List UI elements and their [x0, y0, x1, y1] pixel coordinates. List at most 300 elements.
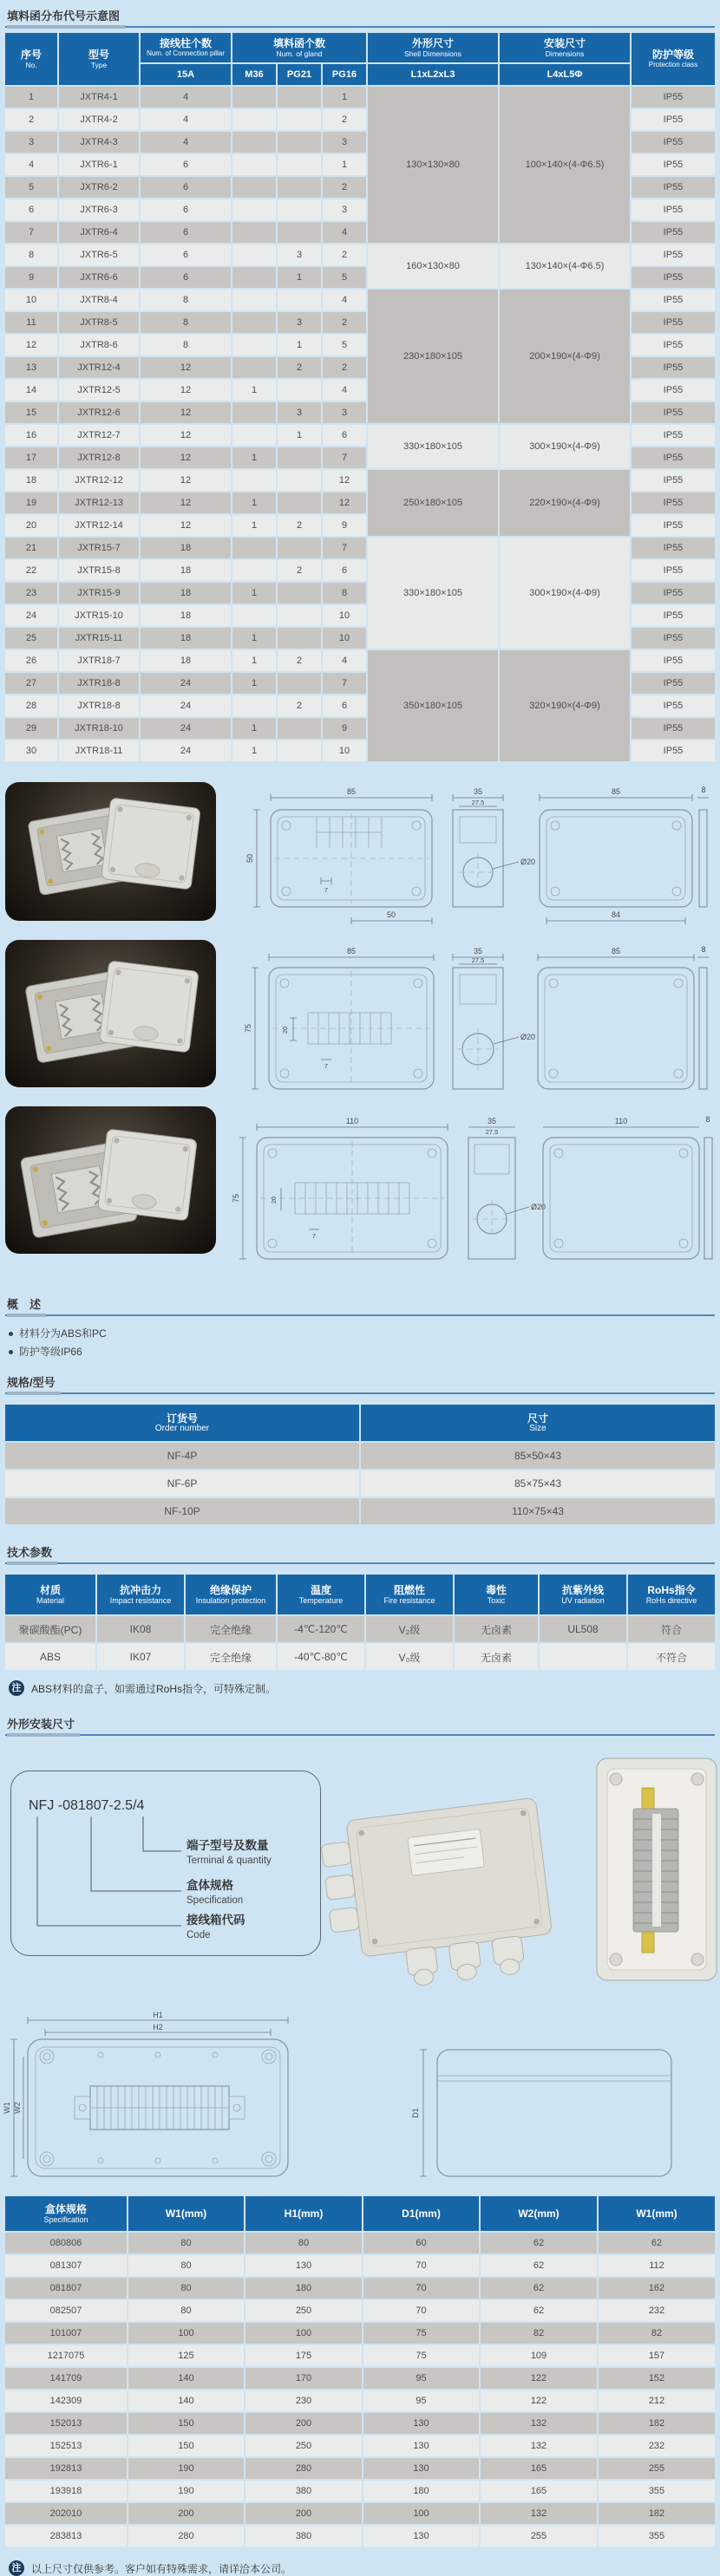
svg-text:35: 35 — [487, 1117, 497, 1125]
tech-note — [9, 1680, 713, 1696]
box-spec-table — [3, 2194, 717, 2548]
svg-text:D1: D1 — [411, 2108, 420, 2118]
svg-text:端子型号及数量: 端子型号及数量 — [187, 1839, 269, 1852]
m36-cell: 1 — [232, 380, 276, 401]
m36-cell — [232, 87, 276, 108]
protection-cell: IP55 — [632, 177, 715, 198]
tech-cell: V₂级 — [366, 1616, 453, 1642]
w1-cell: 80 — [128, 2300, 244, 2321]
pg21-cell — [278, 718, 321, 739]
shell-dimension-cell: 330×180×105 — [368, 538, 498, 649]
h1-cell: 230 — [245, 2390, 362, 2411]
m36-cell — [232, 695, 276, 716]
m36-cell — [232, 560, 276, 581]
order-section — [3, 1373, 717, 1526]
w1b-cell: 232 — [599, 2300, 715, 2321]
w1-cell: 280 — [128, 2526, 244, 2547]
d1-cell: 95 — [363, 2368, 479, 2389]
tech-cell: V₀级 — [366, 1644, 453, 1670]
tech-col-header: 绝缘保护 Insulation protection — [186, 1575, 276, 1614]
w1-cell: 80 — [128, 2278, 244, 2299]
pillar-cell: 18 — [141, 650, 231, 671]
install-drawing — [3, 2012, 717, 2189]
spec-code-cell: 080806 — [5, 2233, 127, 2253]
w1-cell: 200 — [128, 2503, 244, 2524]
no-cell: 24 — [5, 605, 57, 626]
spec-row — [5, 2413, 715, 2434]
type-cell: JXTR6-1 — [59, 154, 139, 175]
w2-cell: 165 — [481, 2481, 597, 2501]
type-cell: JXTR4-3 — [59, 132, 139, 153]
tech-cell: -4℃-120℃ — [278, 1616, 364, 1642]
dimension-drawing-svg-3 — [226, 1113, 717, 1283]
d1-cell: 100 — [363, 2503, 479, 2524]
tech-cell: 符合 — [628, 1616, 715, 1642]
type-cell: JXTR12-4 — [59, 357, 139, 378]
subcol-l4l5: L4xL5Φ — [500, 64, 630, 85]
subcol-15a: 15A — [141, 64, 231, 85]
pillar-cell: 18 — [141, 560, 231, 581]
overview-bullet-material: 材料分为ABS和PC — [7, 1325, 713, 1343]
order-number-cell: NF-4P — [5, 1443, 359, 1469]
section-title-install-dims — [5, 1715, 715, 1736]
svg-text:85: 85 — [346, 947, 357, 955]
svg-text:Terminal & quantity: Terminal & quantity — [187, 1855, 272, 1866]
protection-cell: IP55 — [632, 560, 715, 581]
spec-code-cell: 283813 — [5, 2526, 127, 2547]
pillar-cell: 12 — [141, 380, 231, 401]
protection-cell: IP55 — [632, 583, 715, 603]
col-header-w1b: W1(mm) — [599, 2196, 715, 2231]
w1-cell: 80 — [128, 2255, 244, 2276]
spec-code-cell: 101007 — [5, 2323, 127, 2344]
w1b-cell: 355 — [599, 2481, 715, 2501]
pg16-cell: 5 — [323, 267, 366, 288]
spec-row — [5, 2481, 715, 2501]
col-header-order-number: 订货号 Order number — [5, 1405, 359, 1441]
pg16-cell: 4 — [323, 650, 366, 671]
h1-cell: 170 — [245, 2368, 362, 2389]
col-header-type: 型号 Type — [59, 33, 139, 85]
pg16-cell: 7 — [323, 673, 366, 694]
svg-text:Code: Code — [187, 1930, 211, 1940]
table-row — [5, 245, 715, 265]
spec-code-cell: 081307 — [5, 2255, 127, 2276]
pg21-cell — [278, 154, 321, 175]
pg16-cell: 10 — [323, 628, 366, 649]
section-title-overview — [5, 1295, 715, 1316]
pg21-cell — [278, 222, 321, 243]
spec-row — [5, 2368, 715, 2389]
protection-cell: IP55 — [632, 515, 715, 536]
w1b-cell: 255 — [599, 2458, 715, 2479]
tech-cell: IK07 — [97, 1644, 184, 1670]
h1-cell: 280 — [245, 2458, 362, 2479]
section-title-tech-params — [5, 1543, 715, 1564]
pillar-cell: 18 — [141, 628, 231, 649]
m36-cell — [232, 425, 276, 446]
shell-dimension-cell: 350×180×105 — [368, 650, 498, 761]
col-header-w1: W1(mm) — [128, 2196, 244, 2231]
w1b-cell: 355 — [599, 2526, 715, 2547]
no-cell: 16 — [5, 425, 57, 446]
pillar-cell: 6 — [141, 199, 231, 220]
d1-cell: 75 — [363, 2345, 479, 2366]
type-cell: JXTR6-6 — [59, 267, 139, 288]
w2-cell: 62 — [481, 2278, 597, 2299]
svg-text:20: 20 — [270, 1196, 278, 1204]
type-cell: JXTR8-6 — [59, 335, 139, 355]
pg16-cell: 7 — [323, 538, 366, 558]
table-row — [5, 470, 715, 491]
spec-row — [5, 2526, 715, 2547]
spec-code-cell: 082507 — [5, 2300, 127, 2321]
w2-cell: 109 — [481, 2345, 597, 2366]
type-cell: JXTR12-5 — [59, 380, 139, 401]
model-code-diagram — [10, 1771, 321, 1956]
w1-cell: 125 — [128, 2345, 244, 2366]
pillar-cell: 6 — [141, 177, 231, 198]
m36-cell — [232, 538, 276, 558]
type-cell: JXTR8-5 — [59, 312, 139, 333]
pillar-cell: 8 — [141, 312, 231, 333]
m36-cell: 1 — [232, 718, 276, 739]
protection-cell: IP55 — [632, 718, 715, 739]
pg21-cell — [278, 199, 321, 220]
h1-cell: 175 — [245, 2345, 362, 2366]
spec-code-cell: 202010 — [5, 2503, 127, 2524]
section-title-gland-distribution — [5, 7, 715, 28]
no-cell: 9 — [5, 267, 57, 288]
spec-row — [5, 2345, 715, 2366]
svg-text:27.5: 27.5 — [485, 1128, 499, 1136]
tech-cell — [540, 1644, 626, 1670]
w2-cell: 132 — [481, 2413, 597, 2434]
svg-text:85: 85 — [611, 787, 621, 796]
protection-cell: IP55 — [632, 470, 715, 491]
h1-cell: 100 — [245, 2323, 362, 2344]
protection-cell: IP55 — [632, 109, 715, 130]
svg-text:85: 85 — [346, 787, 357, 796]
table-row — [5, 290, 715, 310]
svg-text:35: 35 — [473, 947, 483, 955]
overview-section — [3, 1295, 717, 1361]
m36-cell — [232, 357, 276, 378]
protection-cell: IP55 — [632, 199, 715, 220]
no-cell: 28 — [5, 695, 57, 716]
d1-cell: 70 — [363, 2300, 479, 2321]
m36-cell — [232, 132, 276, 153]
pg21-cell — [278, 380, 321, 401]
col-header-mount: 安装尺寸 Dimensions — [500, 33, 630, 62]
pg16-cell: 1 — [323, 87, 366, 108]
install-drawing-svg — [3, 2012, 717, 2185]
tech-section — [3, 1543, 717, 1696]
tech-cell: -40℃-80℃ — [278, 1644, 364, 1670]
protection-cell: IP55 — [632, 267, 715, 288]
m36-cell — [232, 312, 276, 333]
protection-cell: IP55 — [632, 740, 715, 761]
svg-text:110: 110 — [614, 1117, 628, 1125]
footer-note-text: 以上尺寸仅供参考。客户如有特殊需求，请详洽本公司。 — [31, 2562, 292, 2575]
protection-cell: IP55 — [632, 380, 715, 401]
w2-cell: 132 — [481, 2503, 597, 2524]
spec-row — [5, 2458, 715, 2479]
dimension-drawing-svg-1 — [226, 779, 711, 936]
spec-code-cell: 142309 — [5, 2390, 127, 2411]
spec-code-cell: 1217075 — [5, 2345, 127, 2366]
protection-cell: IP55 — [632, 222, 715, 243]
type-cell: JXTR12-13 — [59, 492, 139, 513]
w2-cell: 165 — [481, 2458, 597, 2479]
dimension-drawing-nf10p — [226, 1113, 717, 1283]
svg-text:50: 50 — [245, 853, 254, 864]
col-header-d1: D1(mm) — [363, 2196, 479, 2231]
pg16-cell: 1 — [323, 154, 366, 175]
svg-text:W2: W2 — [13, 2102, 22, 2114]
svg-text:35: 35 — [473, 787, 483, 796]
mount-dimension-cell: 320×190×(4-Φ9) — [500, 650, 630, 761]
w2-cell: 82 — [481, 2323, 597, 2344]
order-row — [5, 1443, 715, 1469]
pillar-cell: 24 — [141, 673, 231, 694]
type-cell: JXTR4-2 — [59, 109, 139, 130]
pg16-cell: 6 — [323, 695, 366, 716]
no-cell: 23 — [5, 583, 57, 603]
spec-code-cell: 152513 — [5, 2436, 127, 2456]
w1b-cell: 162 — [599, 2278, 715, 2299]
pg21-cell — [278, 538, 321, 558]
spec-row — [5, 2278, 715, 2299]
d1-cell: 60 — [363, 2233, 479, 2253]
pg16-cell: 12 — [323, 492, 366, 513]
order-number-cell: NF-6P — [5, 1471, 359, 1497]
type-cell: JXTR15-9 — [59, 583, 139, 603]
svg-text:27.5: 27.5 — [471, 956, 485, 964]
pg21-cell: 2 — [278, 560, 321, 581]
type-cell: JXTR15-10 — [59, 605, 139, 626]
tech-col-header: 抗紫外线 UV radiation — [540, 1575, 626, 1614]
protection-cell: IP55 — [632, 538, 715, 558]
w1b-cell: 212 — [599, 2390, 715, 2411]
protection-cell: IP55 — [632, 447, 715, 468]
w1-cell: 80 — [128, 2233, 244, 2253]
pg16-cell: 2 — [323, 357, 366, 378]
section-title-text: 外形安装尺寸 — [7, 1715, 80, 1737]
header-row-1 — [5, 33, 715, 62]
m36-cell — [232, 245, 276, 265]
pg21-cell — [278, 605, 321, 626]
col-header-h1: H1(mm) — [245, 2196, 362, 2231]
pg16-cell: 2 — [323, 177, 366, 198]
h1-cell: 250 — [245, 2436, 362, 2456]
shell-dimension-cell: 160×130×80 — [368, 245, 498, 288]
section-title-spec-model — [5, 1373, 715, 1394]
spec-row — [5, 2503, 715, 2524]
svg-text:75: 75 — [244, 1023, 252, 1034]
svg-text:接线箱代码: 接线箱代码 — [187, 1914, 245, 1927]
w2-cell: 62 — [481, 2255, 597, 2276]
no-cell: 22 — [5, 560, 57, 581]
mount-dimension-cell: 300×190×(4-Φ9) — [500, 538, 630, 649]
subcol-m36: M36 — [232, 64, 276, 85]
pg16-cell: 6 — [323, 425, 366, 446]
type-cell: JXTR12-14 — [59, 515, 139, 536]
w1-cell: 140 — [128, 2368, 244, 2389]
no-cell: 8 — [5, 245, 57, 265]
svg-text:8: 8 — [701, 945, 706, 954]
no-cell: 7 — [5, 222, 57, 243]
pillar-cell: 4 — [141, 87, 231, 108]
type-cell: JXTR15-11 — [59, 628, 139, 649]
pg16-cell: 3 — [323, 402, 366, 423]
install-section — [3, 1715, 717, 2008]
pg21-cell — [278, 583, 321, 603]
section-title-text: 规格/型号 — [7, 1373, 61, 1395]
spec-row — [5, 2233, 715, 2253]
h1-cell: 200 — [245, 2503, 362, 2524]
spec-header-row — [5, 2196, 715, 2231]
pg21-cell: 1 — [278, 267, 321, 288]
subcol-pg21: PG21 — [278, 64, 321, 85]
type-cell: JXTR6-5 — [59, 245, 139, 265]
m36-cell — [232, 402, 276, 423]
d1-cell: 130 — [363, 2436, 479, 2456]
svg-text:H2: H2 — [153, 2023, 163, 2031]
w1b-cell: 62 — [599, 2233, 715, 2253]
svg-text:110: 110 — [345, 1117, 359, 1125]
tech-col-header: 抗冲击力 Impact resistance — [97, 1575, 184, 1614]
pg21-cell — [278, 447, 321, 468]
no-cell: 26 — [5, 650, 57, 671]
pillar-cell: 12 — [141, 402, 231, 423]
w1-cell: 190 — [128, 2481, 244, 2501]
protection-cell: IP55 — [632, 695, 715, 716]
shell-dimension-cell: 230×180×105 — [368, 290, 498, 423]
m36-cell — [232, 470, 276, 491]
dimension-drawing-svg-2 — [226, 943, 711, 1113]
type-cell: JXTR18-8 — [59, 673, 139, 694]
pg21-cell — [278, 177, 321, 198]
tech-col-header: 毒性 Toxic — [455, 1575, 538, 1614]
pillar-cell: 4 — [141, 132, 231, 153]
pg21-cell — [278, 673, 321, 694]
protection-cell: IP55 — [632, 605, 715, 626]
m36-cell: 1 — [232, 515, 276, 536]
pg16-cell: 10 — [323, 740, 366, 761]
no-cell: 6 — [5, 199, 57, 220]
tech-cell: ABS — [5, 1644, 95, 1670]
no-cell: 1 — [5, 87, 57, 108]
dimension-drawing-nf4p — [226, 779, 717, 943]
order-number-cell: NF-10P — [5, 1498, 359, 1524]
d1-cell: 70 — [363, 2255, 479, 2276]
order-header-row — [5, 1405, 715, 1441]
protection-cell: IP55 — [632, 492, 715, 513]
type-cell: JXTR18-11 — [59, 740, 139, 761]
protection-cell: IP55 — [632, 132, 715, 153]
svg-text:Specification: Specification — [187, 1895, 244, 1906]
pillar-cell: 4 — [141, 109, 231, 130]
type-cell: JXTR18-8 — [59, 695, 139, 716]
pg21-cell — [278, 740, 321, 761]
pg21-cell: 3 — [278, 402, 321, 423]
spec-code-cell: 193918 — [5, 2481, 127, 2501]
tech-col-header: 材质 Material — [5, 1575, 95, 1614]
w1b-cell: 157 — [599, 2345, 715, 2366]
col-header-protection: 防护等级 Protection class — [632, 33, 715, 85]
subcol-pg16: PG16 — [323, 64, 366, 85]
pillar-cell: 12 — [141, 515, 231, 536]
svg-text:8: 8 — [701, 786, 706, 794]
pg21-cell — [278, 87, 321, 108]
m36-cell: 1 — [232, 447, 276, 468]
no-cell: 3 — [5, 132, 57, 153]
h1-cell: 130 — [245, 2255, 362, 2276]
svg-text:盒体规格: 盒体规格 — [187, 1879, 233, 1892]
pg21-cell — [278, 109, 321, 130]
shell-dimension-cell: 330×180×105 — [368, 425, 498, 468]
pillar-cell: 8 — [141, 335, 231, 355]
pg16-cell: 6 — [323, 560, 366, 581]
type-cell: JXTR18-7 — [59, 650, 139, 671]
pg16-cell: 10 — [323, 605, 366, 626]
spec-row — [5, 2390, 715, 2411]
svg-text:8: 8 — [705, 1115, 710, 1124]
d1-cell: 180 — [363, 2481, 479, 2501]
pg21-cell: 2 — [278, 515, 321, 536]
product-photo-nf10p — [5, 1106, 216, 1254]
protection-cell: IP55 — [632, 402, 715, 423]
pg21-cell: 3 — [278, 245, 321, 265]
pg16-cell: 2 — [323, 245, 366, 265]
pillar-cell: 6 — [141, 245, 231, 265]
no-cell: 10 — [5, 290, 57, 310]
order-number-table — [3, 1403, 717, 1526]
subcol-l1l2l3: L1xL2xL3 — [368, 64, 498, 85]
type-cell: JXTR12-7 — [59, 425, 139, 446]
m36-cell — [232, 199, 276, 220]
pillar-cell: 12 — [141, 425, 231, 446]
h1-cell: 80 — [245, 2233, 362, 2253]
no-cell: 30 — [5, 740, 57, 761]
m36-cell — [232, 290, 276, 310]
pg21-cell: 2 — [278, 650, 321, 671]
svg-text:Ø20: Ø20 — [520, 858, 536, 866]
model-spec-table — [3, 31, 717, 763]
spec-row — [5, 2255, 715, 2276]
tech-row — [5, 1644, 715, 1670]
svg-text:84: 84 — [611, 910, 621, 919]
m36-cell — [232, 605, 276, 626]
svg-text:Ø20: Ø20 — [531, 1203, 547, 1211]
spec-code-cell: 141709 — [5, 2368, 127, 2389]
m36-cell — [232, 177, 276, 198]
tech-note-text: ABS材料的盒子，如需通过RoHs指令，可特殊定制。 — [31, 1682, 277, 1695]
pg16-cell: 7 — [323, 447, 366, 468]
w1b-cell: 232 — [599, 2436, 715, 2456]
footer-note — [9, 2560, 713, 2576]
no-cell: 11 — [5, 312, 57, 333]
pillar-cell: 18 — [141, 538, 231, 558]
h1-cell: 180 — [245, 2278, 362, 2299]
type-cell: JXTR6-3 — [59, 199, 139, 220]
col-header-shell: 外形尺寸 Shell Dimensions — [368, 33, 498, 62]
model-code-svg — [11, 1771, 317, 1953]
w1-cell: 100 — [128, 2323, 244, 2344]
no-cell: 15 — [5, 402, 57, 423]
no-cell: 2 — [5, 109, 57, 130]
